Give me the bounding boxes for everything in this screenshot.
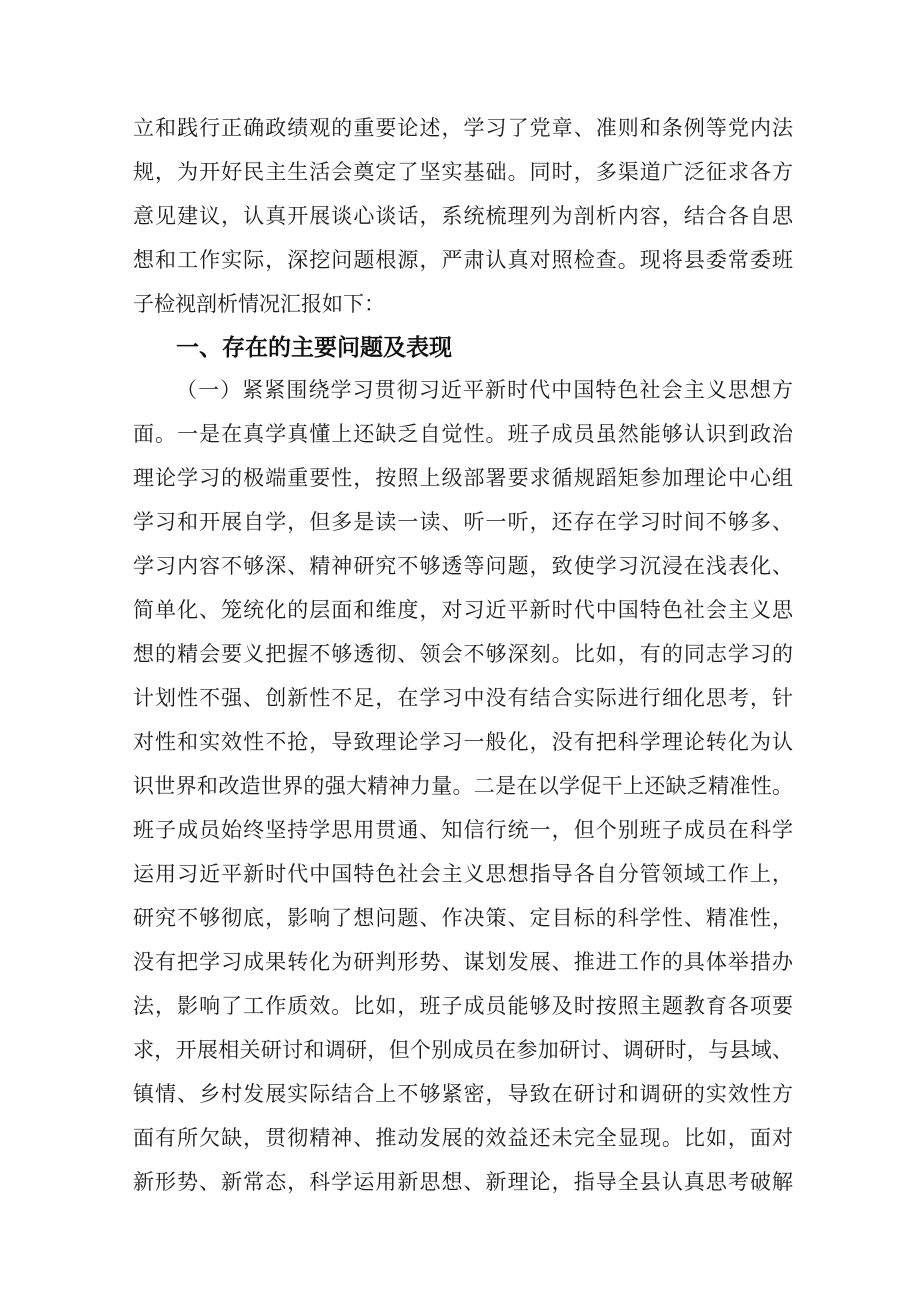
body-line: 新形势、新常态，科学运用新思想、新理论，指导全县认真思考破解 <box>133 1170 793 1194</box>
body-line: 运用习近平新时代中国特色社会主义思想指导各自分管领域工作上， <box>133 862 793 886</box>
body-line: 没有把学习成果转化为研判形势、谋划发展、推进工作的具体举措办 <box>133 950 793 974</box>
body-line: 简单化、笼统化的层面和维度，对习近平新时代中国特色社会主义思 <box>133 598 793 622</box>
body-line: 计划性不强、创新性不足，在学习中没有结合实际进行细化思考，针 <box>133 686 793 710</box>
intro-line: 意见建议，认真开展谈心谈话，系统梳理列为剖析内容，结合各自思 <box>133 204 793 228</box>
intro-line: 立和践行正确政绩观的重要论述，学习了党章、准则和条例等党内法 <box>133 116 793 140</box>
body-line: 识世界和改造世界的强大精神力量。二是在以学促干上还缺乏精准性。 <box>133 774 793 798</box>
body-line: 面。一是在真学真懂上还缺乏自觉性。班子成员虽然能够认识到政治 <box>133 422 793 446</box>
body-line: 学习和开展自学，但多是读一读、听一听，还存在学习时间不够多、 <box>133 510 793 534</box>
body-line: 求，开展相关研讨和调研，但个别成员在参加研讨、调研时，与县域、 <box>133 1038 793 1062</box>
body-line: 班子成员始终坚持学思用贯通、知信行统一，但个别班子成员在科学 <box>133 818 793 842</box>
body-line: 面有所欠缺，贯彻精神、推动发展的效益还未完全显现。比如，面对 <box>133 1126 793 1150</box>
intro-line: 想和工作实际，深挖问题根源，严肃认真对照检查。现将县委常委班 <box>133 248 793 272</box>
section-heading: 一、存在的主要问题及表现 <box>176 335 452 361</box>
intro-line: 规，为开好民主生活会奠定了坚实基础。同时，多渠道广泛征求各方 <box>133 160 793 184</box>
body-line: 镇情、乡村发展实际结合上不够紧密，导致在研讨和调研的实效性方 <box>133 1082 793 1106</box>
body-line: 法，影响了工作质效。比如，班子成员能够及时按照主题教育各项要 <box>133 994 793 1018</box>
body-line: 学习内容不够深、精神研究不够透等问题，致使学习沉浸在浅表化、 <box>133 554 793 578</box>
intro-line: 子检视剖析情况汇报如下： <box>133 292 385 316</box>
body-line: 研究不够彻底，影响了想问题、作决策、定目标的科学性、精准性， <box>133 906 793 930</box>
body-line: 理论学习的极端重要性，按照上级部署要求循规蹈矩参加理论中心组 <box>133 466 793 490</box>
body-line: （一）紧紧围绕学习贯彻习近平新时代中国特色社会主义思想方 <box>176 378 793 402</box>
body-line: 对性和实效性不抢，导致理论学习一般化，没有把科学理论转化为认 <box>133 730 793 754</box>
body-line: 想的精会要义把握不够透彻、领会不够深刻。比如，有的同志学习的 <box>133 642 793 666</box>
